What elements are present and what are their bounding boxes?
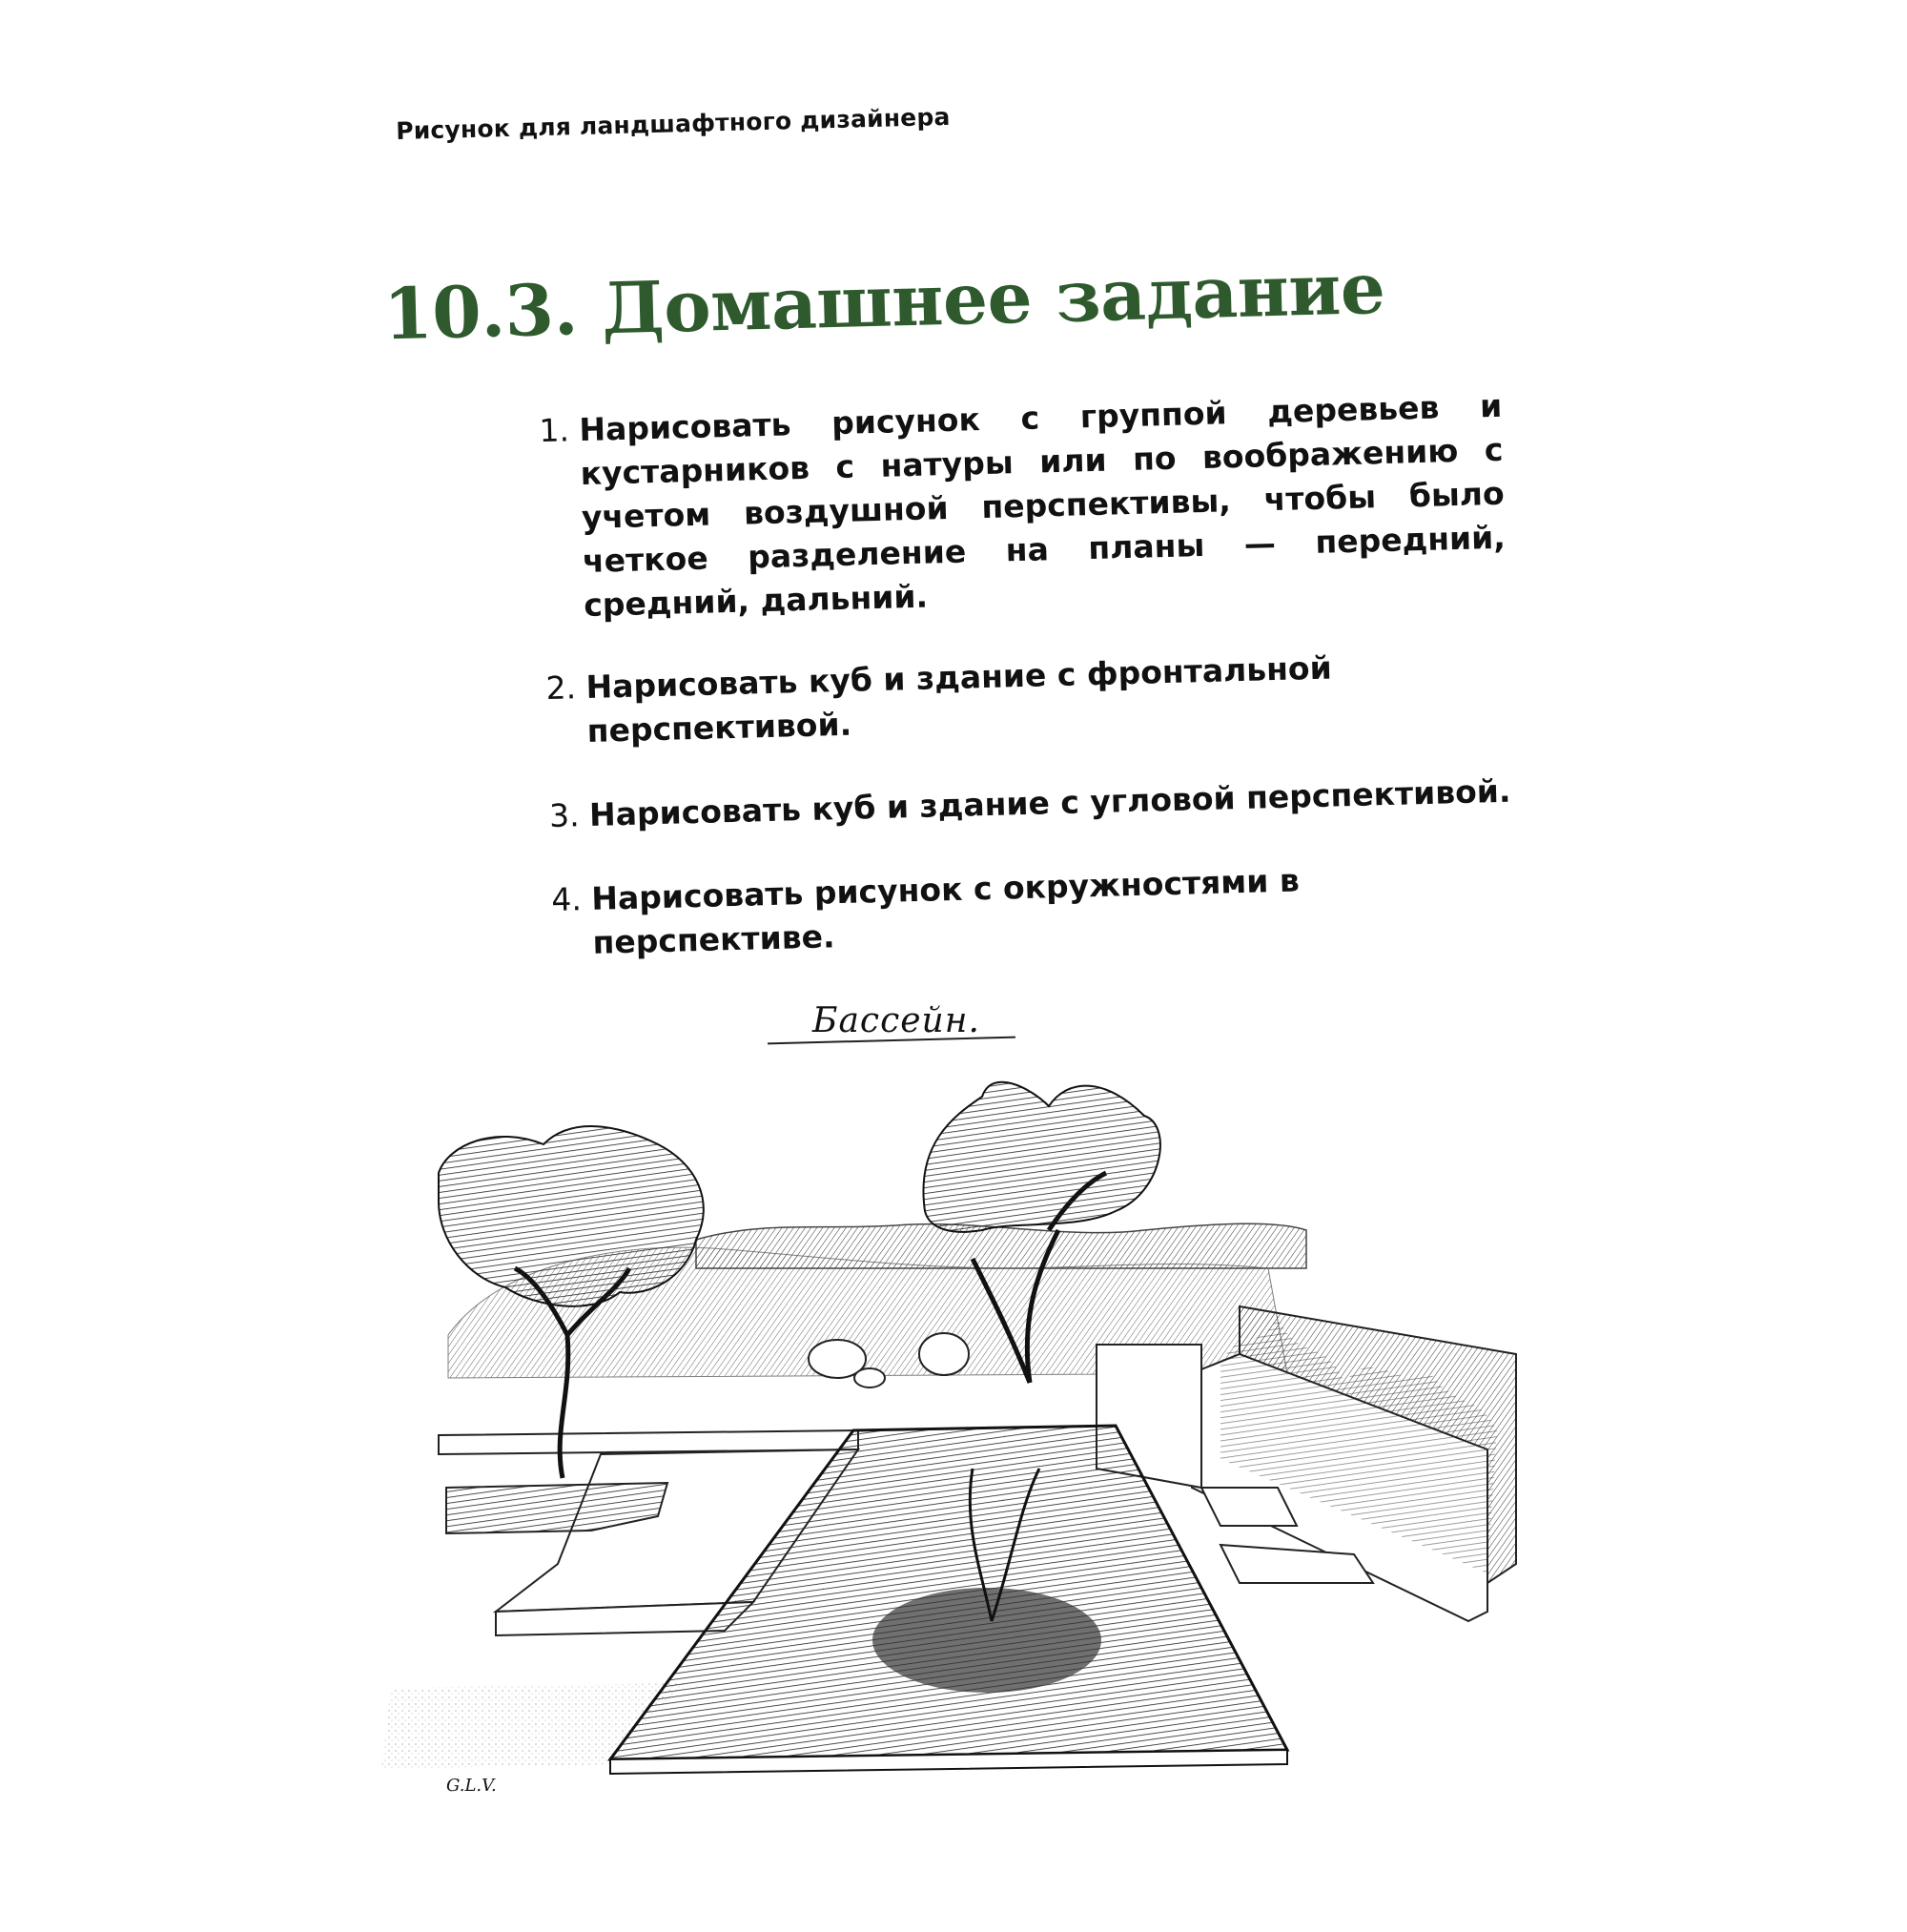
running-header: Рисунок для ландшафтного дизайнера — [395, 102, 951, 146]
task-text: Нарисовать куб и здание с угловой перспективой. — [588, 771, 1511, 833]
artist-initials: G.L.V. — [446, 1776, 497, 1796]
task-number: 2. — [545, 668, 577, 708]
task-number: 1. — [538, 411, 570, 450]
task-text: Нарисовать рисунок с окружностями в перспективе. — [590, 861, 1301, 961]
illustration-caption: Бассейн. — [812, 1001, 980, 1040]
task-text: Нарисовать куб и здание с фронтальной перспективой. — [585, 648, 1333, 750]
tree-right-canopy — [923, 1082, 1159, 1232]
task-number: 3. — [548, 796, 581, 835]
side-table — [854, 1368, 885, 1387]
tree-left-canopy — [439, 1126, 704, 1306]
section-title: 10.3. Домашнее задание — [382, 247, 1386, 357]
task-text: Нарисовать рисунок с группой деревьев и кустарников с натуры или по воображению с учетом воздушной перспективы, чтобы было четкое разделение на планы — передний, средний, дальний. — [578, 386, 1507, 625]
task-number: 4. — [550, 880, 583, 919]
chair — [919, 1333, 969, 1375]
